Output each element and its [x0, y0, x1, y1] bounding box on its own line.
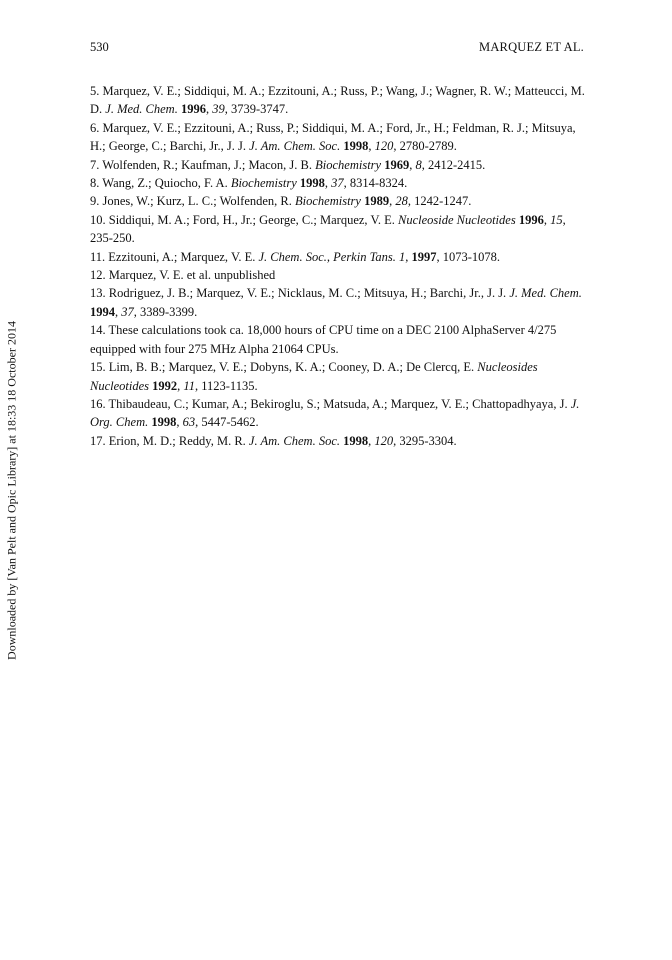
reference-item: [90, 174, 590, 192]
reference-text: 6. Marquez, V. E.; Ezzitouni, A.; Russ, P.; Siddiqui, M. A.; Ford, Jr., H.; Feldman, R. J.; Mitsuya, H.; George, C.; Barchi, Jr., J. J.: [90, 120, 576, 154]
reference-bold: 1992: [152, 378, 178, 393]
reference-item: [90, 358, 590, 395]
reference-text: , 1123-1135.: [194, 378, 258, 393]
reference-text: , 8314-8324.: [343, 176, 408, 191]
reference-italic: Nucleosides Nucleotides: [90, 360, 538, 393]
reference-text: , 1073-1078.: [436, 249, 501, 264]
reference-italic: 37: [121, 304, 134, 319]
reference-text: ,: [368, 433, 375, 448]
reference-text: 14. These calculations took ca. 18,000 hours of CPU time on a DEC 2100 AlphaServer 4/275 equipped with four 275 MHz Alpha 21064 CPUs.: [90, 323, 557, 356]
reference-italic: J. Med. Chem.: [105, 102, 178, 117]
reference-bold: 1969: [384, 157, 410, 172]
reference-list: [90, 82, 590, 450]
reference-bold: 1989: [364, 194, 390, 209]
reference-item: [90, 248, 590, 266]
reference-text: 16. Thibaudeau, C.; Kumar, A.; Bekiroglu, S.; Matsuda, A.; Marquez, V. E.; Chattopadhyaya, J.: [90, 396, 571, 411]
reference-text: 8. Wang, Z.; Quiocho, F. A.: [90, 176, 231, 191]
reference-text: 15. Lim, B. B.; Marquez, V. E.; Dobyns, K. A.; Cooney, D. A.; De Clercq, E.: [90, 360, 478, 375]
reference-text: , 3295-3304.: [393, 433, 457, 448]
reference-bold: 1998: [151, 415, 177, 430]
reference-text: , 2780-2789.: [393, 139, 457, 154]
reference-text: ,: [543, 212, 551, 227]
download-notice-text: Downloaded by [Van Pelt and Opic Library] at 18:33 18 October 2014: [4, 321, 19, 660]
reference-item: [90, 321, 590, 358]
reference-italic: 120: [374, 139, 394, 154]
reference-item: [90, 266, 590, 284]
reference-italic: 39: [212, 102, 225, 117]
reference-bold: 1994: [90, 304, 115, 319]
reference-text: 13. Rodriguez, J. B.; Marquez, V. E.; Nicklaus, M. C.; Mitsuya, H.; Barchi, Jr., J. J.: [90, 286, 510, 301]
reference-item: [90, 395, 590, 432]
reference-italic: Nucleoside Nucleotides: [398, 212, 516, 227]
reference-italic: J. Am. Chem. Soc.: [249, 139, 341, 154]
reference-italic: Biochemistry: [230, 176, 297, 191]
page-number: 530: [90, 40, 109, 54]
reference-italic: 15: [550, 212, 563, 227]
reference-text: 11. Ezzitouni, A.; Marquez, V. E.: [90, 249, 259, 264]
reference-bold: 1997: [411, 249, 437, 264]
reference-italic: Biochemistry: [315, 157, 382, 172]
reference-text: , 235-250.: [90, 212, 566, 246]
reference-text: , 3739-3747.: [224, 102, 289, 117]
reference-text: , 1242-1247.: [407, 194, 472, 209]
reference-text: ,: [176, 415, 183, 430]
reference-italic: 63: [182, 415, 196, 430]
reference-text: 12. Marquez, V. E. et al. unpublished: [90, 268, 276, 283]
reference-bold: 1998: [299, 176, 325, 191]
reference-item: [90, 119, 590, 156]
reference-italic: J. Med. Chem.: [509, 286, 582, 301]
reference-text: ,: [324, 176, 332, 191]
reference-text: 7. Wolfenden, R.; Kaufman, J.; Macon, J. B.: [90, 157, 316, 172]
reference-text: ,: [389, 194, 396, 209]
reference-item: [90, 156, 590, 174]
reference-text: ,: [409, 157, 416, 172]
reference-italic: J. Am. Chem. Soc.: [248, 433, 340, 448]
reference-text: 10. Siddiqui, M. A.; Ford, H., Jr.; George, C.; Marquez, V. E.: [90, 212, 398, 227]
reference-text: 5. Marquez, V. E.; Siddiqui, M. A.; Ezzitouni, A.; Russ, P.; Wang, J.; Wagner, R. W.; Matteucci, M. D.: [90, 84, 585, 117]
reference-text: ,: [177, 378, 184, 393]
reference-item: [90, 192, 590, 210]
reference-text: , 3389-3399.: [133, 304, 198, 319]
reference-italic: J. Chem. Soc., Perkin Tans. 1: [258, 249, 406, 264]
reference-italic: 37: [331, 176, 344, 191]
reference-italic: 8: [415, 157, 422, 172]
reference-text: ,: [405, 249, 412, 264]
reference-italic: 28: [395, 194, 408, 209]
reference-item: [90, 211, 590, 248]
reference-text: 9. Jones, W.; Kurz, L. C.; Wolfenden, R.: [90, 194, 295, 209]
page-header: [90, 40, 584, 58]
reference-text: , 5447-5462.: [195, 415, 259, 430]
reference-text: ,: [368, 139, 375, 154]
reference-bold: 1998: [343, 433, 369, 448]
reference-item: [90, 82, 590, 119]
reference-italic: J. Org. Chem.: [90, 396, 580, 430]
reference-text: , 2412-2415.: [421, 157, 486, 172]
running-head: MARQUEZ ET AL.: [479, 40, 584, 54]
reference-italic: 11: [183, 378, 195, 393]
reference-item: [90, 284, 590, 321]
reference-bold: 1996: [180, 102, 206, 117]
reference-bold: 1996: [518, 212, 544, 227]
reference-italic: 120: [374, 433, 394, 448]
reference-text: ,: [205, 102, 213, 117]
reference-italic: Biochemistry: [295, 194, 361, 209]
reference-item: [90, 432, 590, 450]
reference-text: ,: [115, 304, 122, 319]
reference-text: 17. Erion, M. D.; Reddy, M. R.: [90, 433, 249, 448]
reference-bold: 1998: [343, 139, 369, 154]
